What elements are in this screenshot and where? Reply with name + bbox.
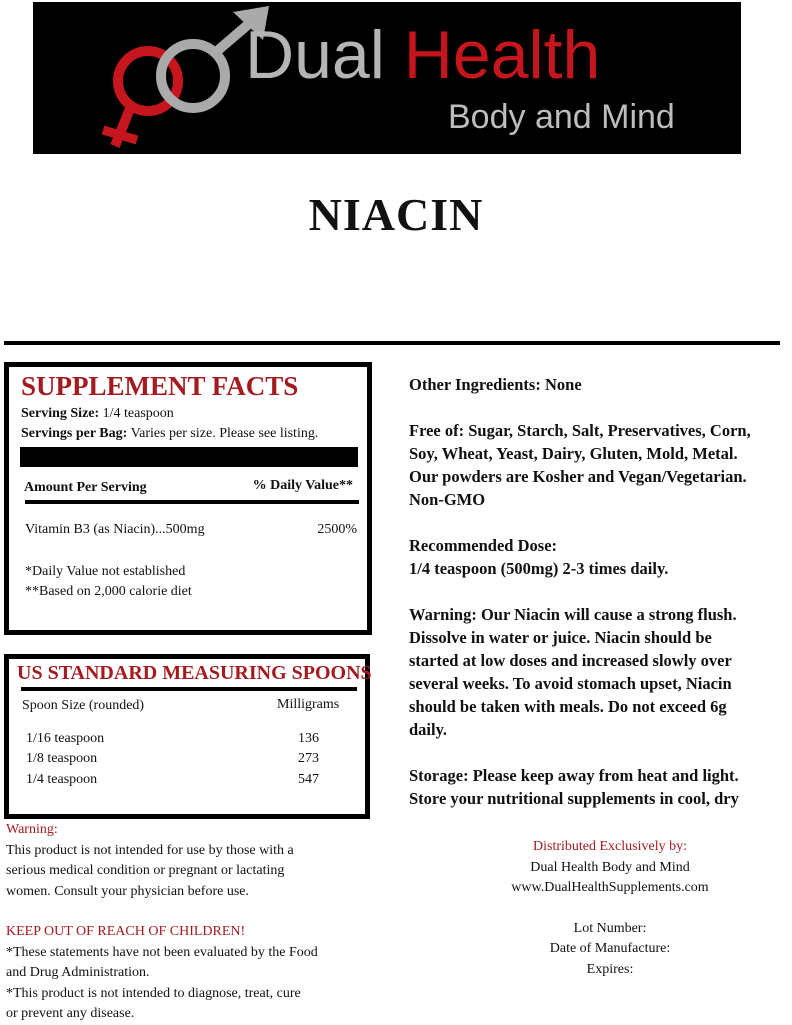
distributor-label: Distributed Exclusively by: bbox=[533, 839, 687, 854]
brand-tagline: Body and Mind bbox=[448, 98, 675, 136]
spoon-row-mg: 273 bbox=[298, 751, 319, 766]
servings-label: Servings per Bag: bbox=[21, 426, 128, 441]
divider bbox=[25, 500, 359, 504]
dose-text: 1/4 teaspoon (500mg) 2-3 times daily. bbox=[409, 559, 669, 578]
warning-text: women. Consult your physician before use. bbox=[6, 883, 250, 899]
spoon-size-header: Spoon Size (rounded) bbox=[22, 698, 145, 713]
spoon-row-size: 1/8 teaspoon bbox=[26, 751, 98, 766]
servings-value: Varies per size. Please see listing. bbox=[130, 426, 319, 441]
distributor-name: Dual Health Body and Mind bbox=[530, 859, 690, 875]
spoons-heading: US STANDARD MEASURING SPOONS bbox=[17, 662, 372, 684]
warning-label: Warning: bbox=[6, 822, 58, 837]
distributor-website: www.DualHealthSupplements.com bbox=[511, 880, 709, 895]
keep-out-notice: KEEP OUT OF REACH OF CHILDREN! bbox=[6, 924, 246, 939]
manufacture-date-label: Date of Manufacture: bbox=[549, 941, 671, 956]
flush-warning: several weeks. To avoid stomach upset, Niacin bbox=[409, 674, 732, 693]
black-bar bbox=[20, 447, 358, 467]
storage-text: Store your nutritional supplements in cool, dry bbox=[409, 789, 739, 808]
brand-name: Dual Health bbox=[245, 17, 601, 93]
nutrient-dv: 2500% bbox=[317, 522, 357, 537]
measuring-spoons-panel bbox=[4, 654, 370, 819]
free-of-text: Our powders are Kosher and Vegan/Vegetarian. bbox=[409, 467, 747, 486]
nutrient-item: Vitamin B3 (as Niacin)...500mg bbox=[25, 522, 205, 537]
free-of-text: Soy, Wheat, Yeast, Dairy, Gluten, Mold, Metal. bbox=[409, 444, 738, 463]
footnote: **Based on 2,000 calorie diet bbox=[25, 584, 192, 599]
warning-text: This product is not intended for use by those with a bbox=[6, 842, 294, 858]
storage-text: Storage: Please keep away from heat and light. bbox=[409, 766, 739, 785]
expires-label: Expires: bbox=[586, 961, 634, 977]
lot-number-label: Lot Number: bbox=[573, 920, 647, 936]
dose-label: Recommended Dose: bbox=[409, 536, 558, 555]
supplement-facts-panel bbox=[4, 362, 372, 635]
divider bbox=[21, 687, 357, 691]
spoon-row-size: 1/4 teaspoon bbox=[26, 772, 98, 787]
disclaimer-text: *This product is not intended to diagnose, treat, cure bbox=[6, 985, 301, 1001]
gender-symbols-icon bbox=[73, 6, 273, 156]
divider bbox=[4, 341, 780, 345]
supplement-facts-heading: SUPPLEMENT FACTS bbox=[21, 371, 299, 401]
serving-size: 1/4 teaspoon bbox=[102, 406, 174, 421]
footnote: *Daily Value not established bbox=[25, 564, 186, 579]
flush-warning: Warning: Our Niacin will cause a strong flush. bbox=[409, 605, 737, 624]
flush-warning: Dissolve in water or juice. Niacin should be bbox=[409, 628, 712, 647]
disclaimer-text: and Drug Administration. bbox=[6, 965, 150, 980]
left-warning bbox=[6, 820, 318, 1025]
disclaimer-text: *These statements have not been evaluated by the Food bbox=[6, 944, 318, 960]
serving-size-label: Serving Size: bbox=[21, 406, 100, 421]
right-column bbox=[409, 373, 751, 810]
distributor-block bbox=[410, 837, 792, 980]
product-title: NIACIN bbox=[308, 189, 484, 240]
warning-text: serious medical condition or pregnant or lactating bbox=[6, 863, 285, 878]
daily-value-header: % Daily Value** bbox=[252, 478, 353, 493]
disclaimer-text: or prevent any disease. bbox=[6, 1006, 135, 1021]
other-ingredients: Other Ingredients: None bbox=[409, 375, 582, 394]
free-of-text: Non-GMO bbox=[409, 490, 486, 509]
flush-warning: daily. bbox=[409, 720, 448, 739]
brand-logo-banner bbox=[33, 2, 741, 154]
flush-warning: should be taken with meals. Do not exceed 6g bbox=[409, 697, 727, 716]
milligrams-header: Milligrams bbox=[277, 697, 340, 712]
spoon-row-mg: 136 bbox=[298, 731, 319, 746]
free-of-text: Free of: Sugar, Starch, Salt, Preservatives, Corn, bbox=[409, 421, 751, 440]
spoon-row-size: 1/16 teaspoon bbox=[26, 731, 105, 746]
spoon-row-mg: 547 bbox=[298, 772, 319, 787]
flush-warning: started at low doses and increased slowly over bbox=[409, 651, 732, 670]
amount-header: Amount Per Serving bbox=[24, 480, 147, 495]
